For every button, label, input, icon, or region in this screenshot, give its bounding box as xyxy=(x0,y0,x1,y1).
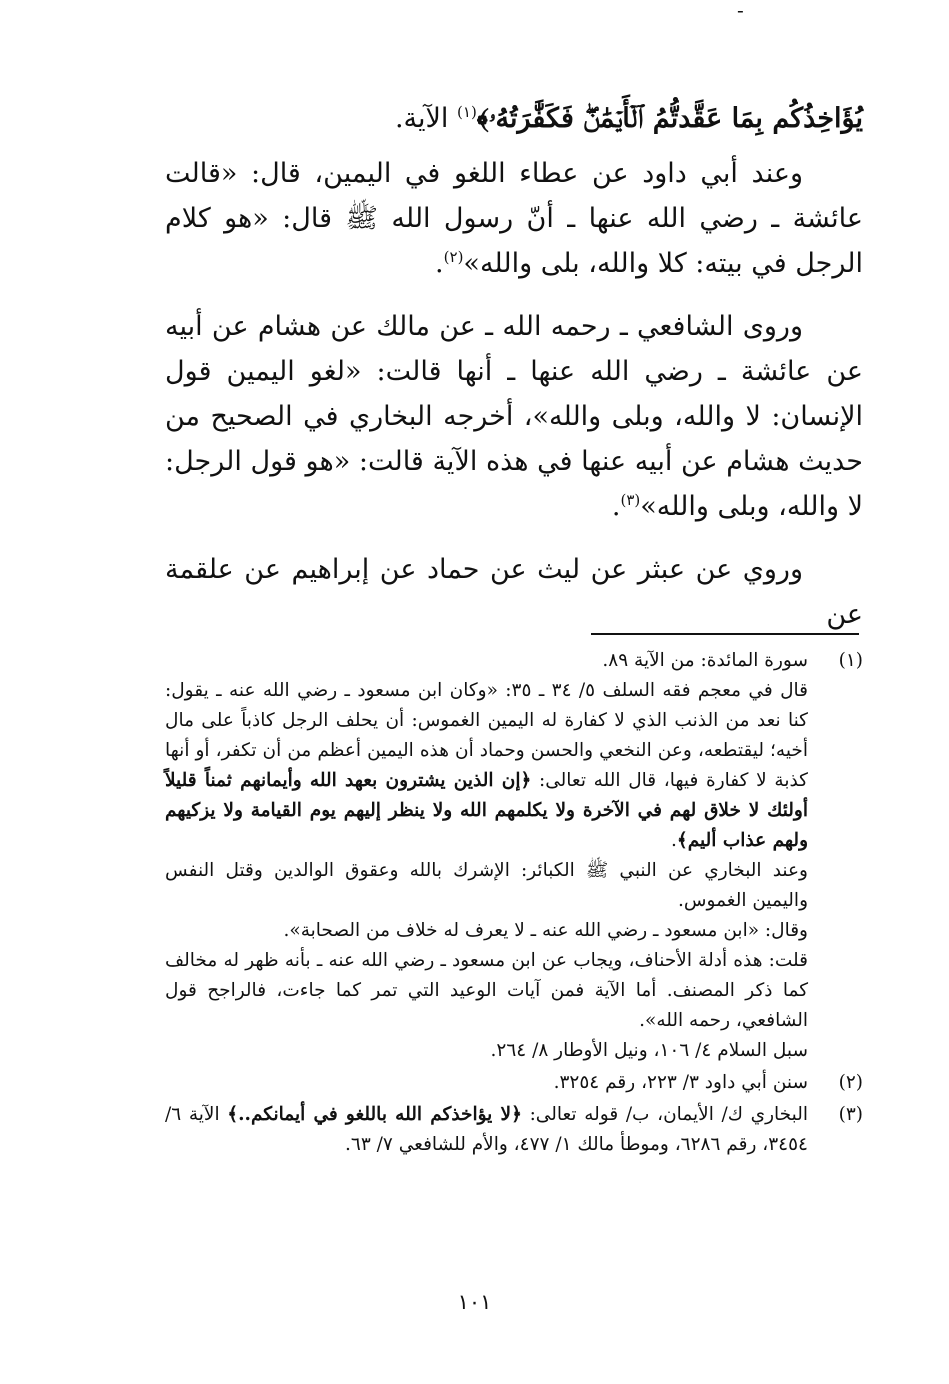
footnote-text: البخاري ك/ الأيمان، ب/ قوله تعالى: xyxy=(521,1104,808,1125)
footnote-content xyxy=(165,646,808,1066)
footnote-line xyxy=(165,1100,808,1160)
paragraph-shafii xyxy=(165,304,863,529)
footnote-number: (١) xyxy=(838,650,863,671)
footnotes xyxy=(165,646,863,1162)
footnote-1 xyxy=(165,646,863,1066)
footnote-line: قلت: هذه أدلة الأحناف، ويجاب عن ابن مسعود ـ رضي الله عنه ـ بأنه ظهر له مخالف كما ذكر المصنف. أما الآية فمن آيات الوعيد التي تمر كما جاءت، فالراجح قول الشافعي، رحمه الله». xyxy=(165,950,808,1031)
footnote-text: قال في معجم فقه السلف ٥/ ٣٤ ـ ٣٥: «وكان ابن مسعود ـ رضي الله عنه ـ يقول: كنا نعد من الذنب الذي لا كفارة له اليمين الغموس: أن يحلف الرجل كاذباً على مال أخيه؛ ليقتطعه، وعن النخعي والحسن وحماد أن هذه اليمين أعظم من أن تكفر، أو أنها كذبة لا كفارة فيها، قال الله تعالى: xyxy=(165,680,808,791)
footnote-number: (٢) xyxy=(838,1072,863,1093)
paragraph-verse-continuation xyxy=(165,96,863,141)
footnote-2 xyxy=(165,1068,863,1098)
paragraph-abthar xyxy=(165,547,863,637)
footnote-ref-1[interactable]: (١) xyxy=(457,103,477,121)
footnote-divider xyxy=(591,633,859,635)
footnote-3 xyxy=(165,1100,863,1160)
footnote-line: وقال: «ابن مسعود ـ رضي الله عنه ـ لا يعرف له خلاف من الصحابة». xyxy=(283,920,808,941)
footnote-line: سنن أبي داود ٣/ ٢٢٣، رقم ٣٢٥٤. xyxy=(553,1072,808,1093)
quran-verse: يُؤَاخِذُكُم بِمَا عَقَّدتُّمُ ٱلۡأَيۡمَٰنَۖ فَكَفَّٰرَتُهُۥ﴾ xyxy=(476,103,863,134)
paragraph-abu-dawud xyxy=(165,151,863,286)
footnote-line: سبل السلام ٤/ ١٠٦، ونيل الأوطار ٨/ ٢٦٤. xyxy=(490,1040,808,1061)
paragraph-tail: الآية. xyxy=(394,103,458,134)
paragraph-text: وعند أبي داود عن عطاء اللغو في اليمين، قال: «قالت عائشة ـ رضي الله عنها ـ أنّ رسول الله ﷺ قال: «هو كلام الرجل في بيته: كلا والله، بلى والله» xyxy=(165,158,863,279)
paragraph-tail: . xyxy=(435,248,444,279)
footnote-text: . xyxy=(671,830,677,851)
footnote-line: وعند البخاري عن النبي ﷺ الكبائر: الإشرك بالله وعقوق الوالدين وقتل النفس واليمين الغموس. xyxy=(165,860,808,911)
paragraph-tail: . xyxy=(611,491,621,522)
footnote-line xyxy=(165,676,808,856)
footnote-line: سورة المائدة: من الآية ٨٩. xyxy=(602,650,808,671)
footnote-content xyxy=(165,1068,808,1098)
quran-verse: ﴿إن الذين يشترون بعهد الله وأيمانهم ثمناً قليلاً أولئك لا خلاق لهم في الآخرة ولا يكلمهم الله ولا ينظر إليهم يوم القيامة ولا يزكيهم ولهم عذاب أليم﴾ xyxy=(165,770,808,851)
main-text xyxy=(165,96,863,655)
paragraph-text: وروى الشافعي ـ رحمه الله ـ عن مالك عن هشام عن أبيه عن عائشة ـ رضي الله عنها ـ أنها قالت: «لغو اليمين قول الإنسان: لا والله، وبلى والله»، أخرجه البخاري في الصحيح من حديث هشام عن أبيه عنها في هذه الآية قالت: «هو قول الرجل: لا والله، وبلى والله» xyxy=(165,311,863,522)
footnote-number: (٣) xyxy=(838,1104,863,1125)
footnote-ref-3[interactable]: (٣) xyxy=(620,491,641,509)
page-number: ١٠١ xyxy=(457,1290,492,1314)
quran-verse: ﴿لا يؤاخذكم الله باللغو في أيمانكم..﴾ xyxy=(227,1104,522,1125)
footnote-ref-2[interactable]: (٢) xyxy=(443,248,464,266)
footnote-content xyxy=(165,1100,808,1160)
top-mark: - xyxy=(737,0,744,22)
paragraph-text: وروي عن عبثر عن ليث عن حماد عن إبراهيم عن علقمة عن xyxy=(165,554,863,630)
footnote-text: الآية ٦/ ٣٤٥٤، رقم ٦٢٨٦، وموطأ مالك ١/ ٤٧٧، والأم للشافعي ٧/ ٦٣. xyxy=(165,1104,808,1155)
